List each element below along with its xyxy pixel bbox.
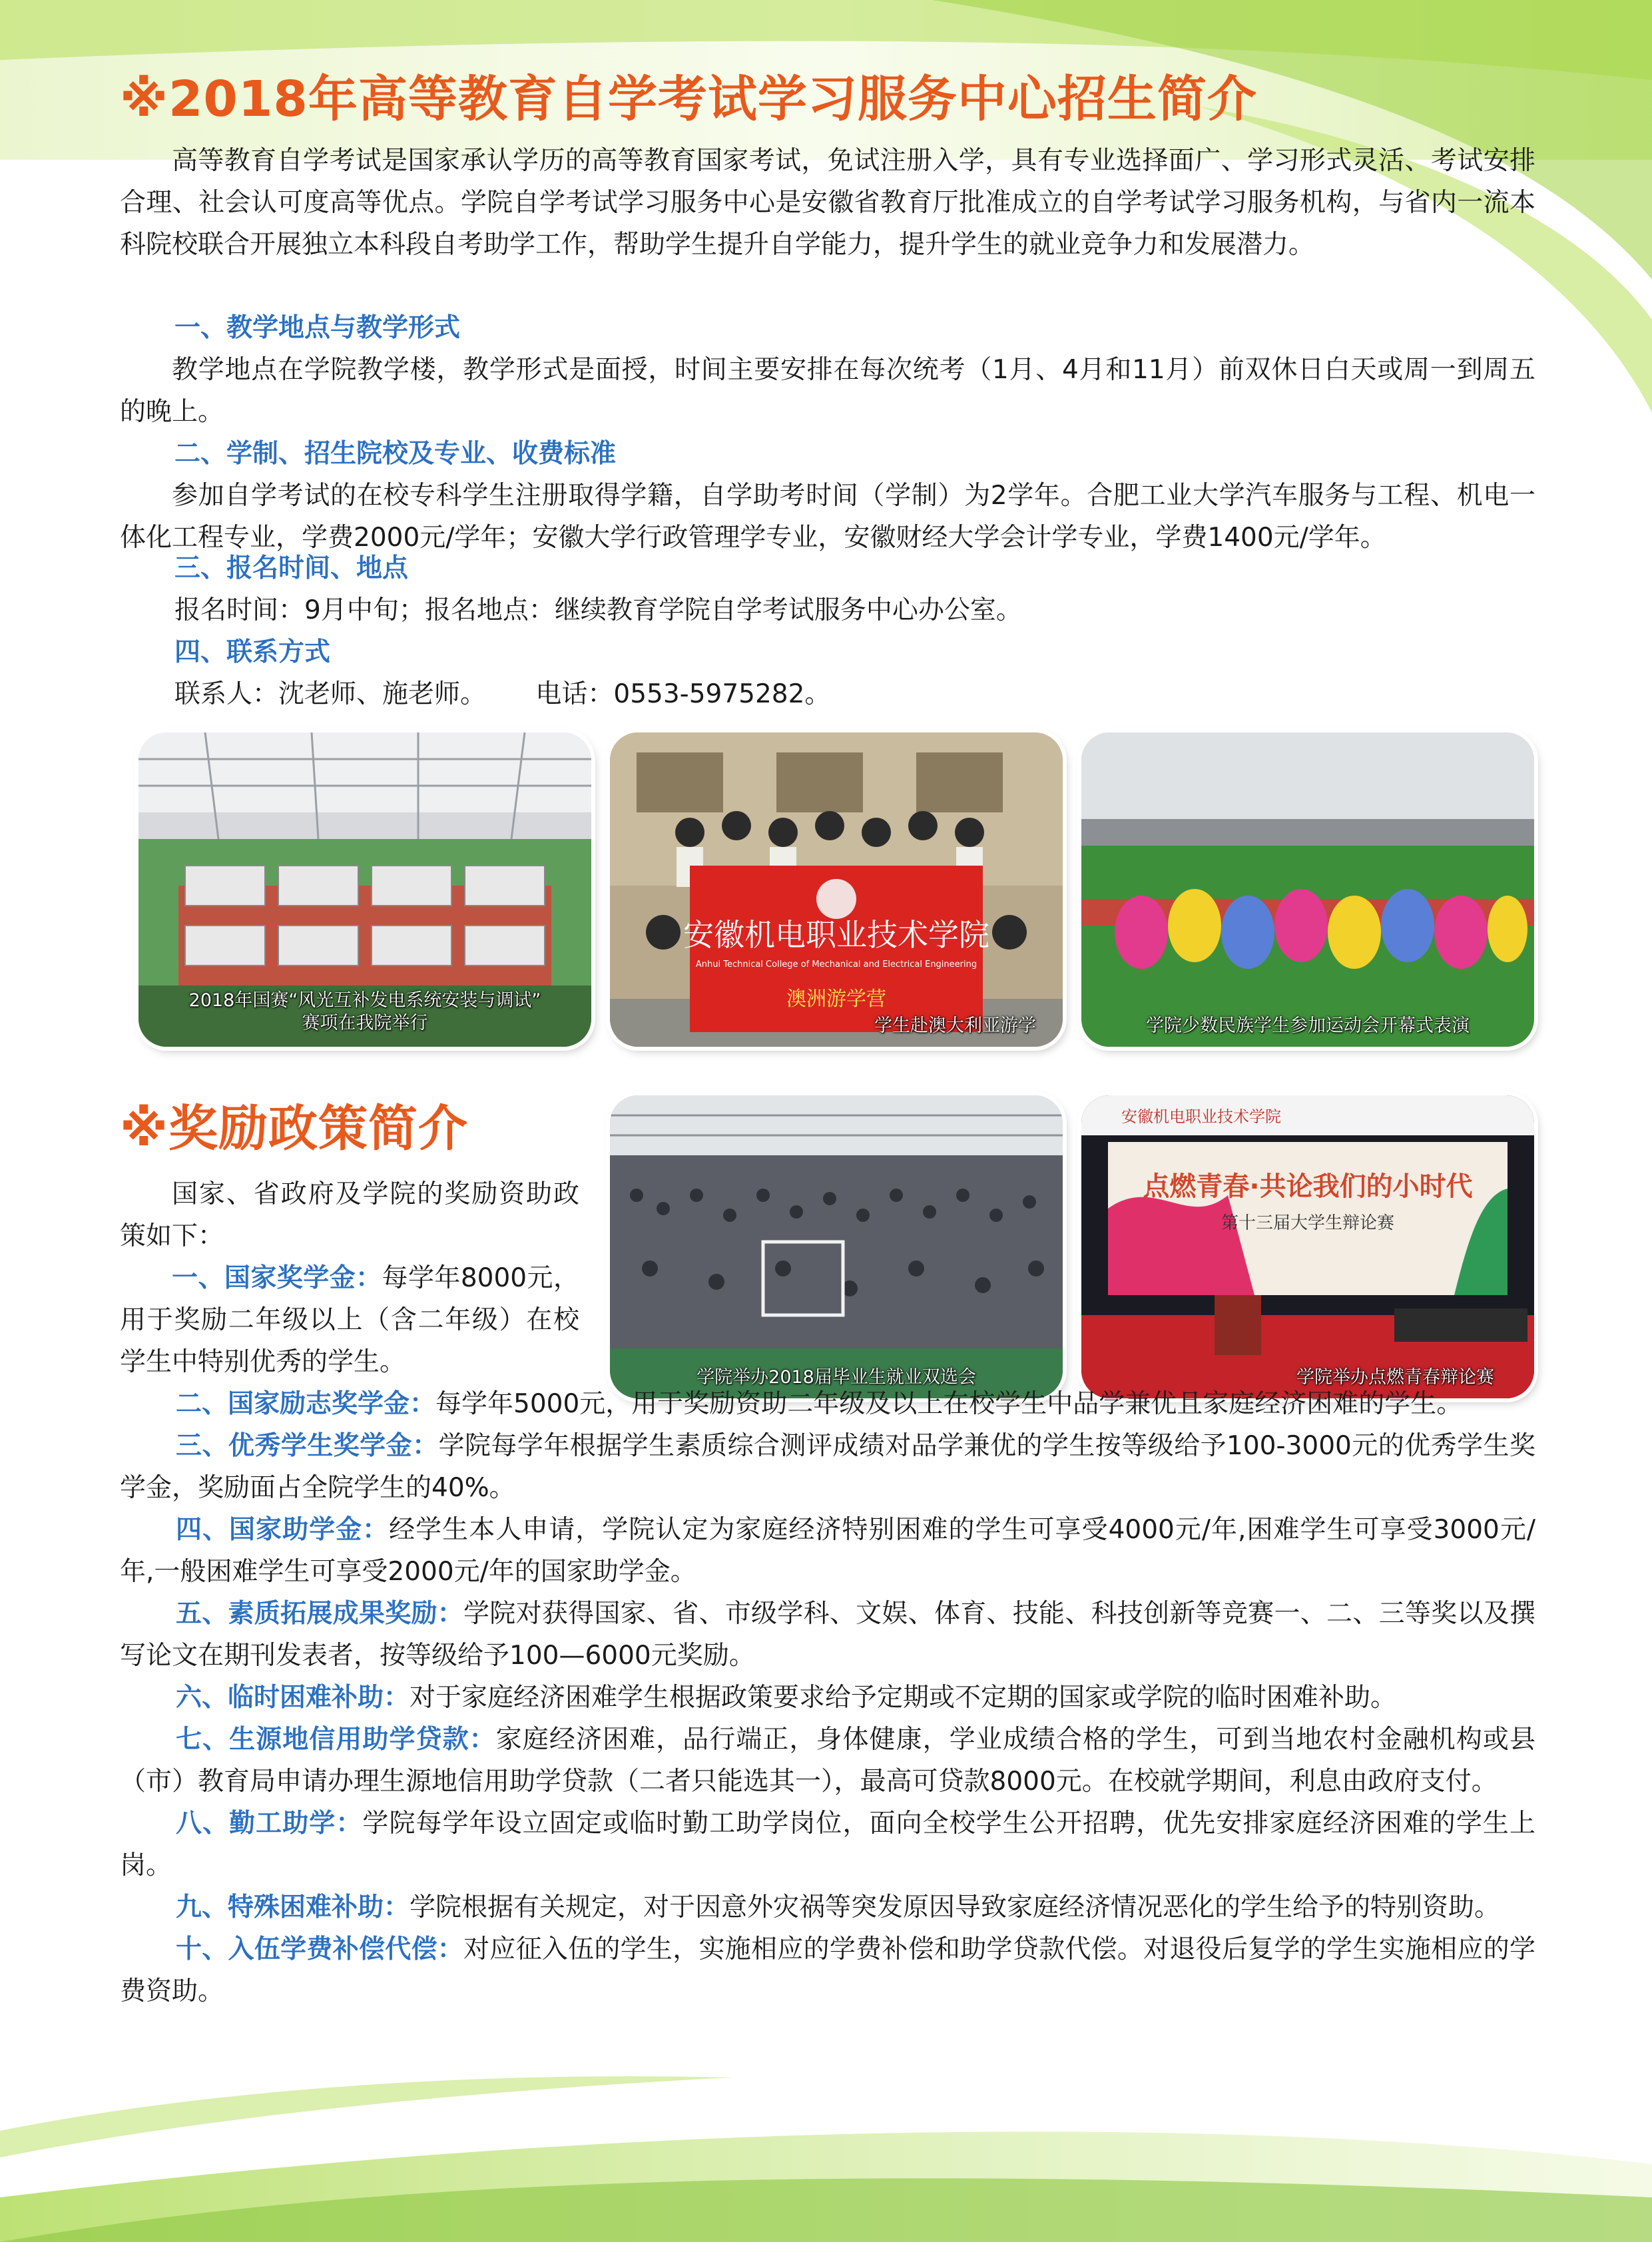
- award-item-9: [120, 1886, 1535, 1928]
- debate-header-text: 安徽机电职业技术学院: [1121, 1107, 1281, 1126]
- award-item-5: [120, 1593, 1535, 1677]
- award-item-8: [120, 1803, 1535, 1886]
- award-text: 对应征入伍的学生，实施相应的学费补偿和助学贷款代偿。对退役后复学的学生实施相应的学费资助。: [120, 1934, 1535, 2006]
- award-item-7: [120, 1719, 1535, 1803]
- award-label: 七、生源地信用助学贷款：: [176, 1725, 496, 1755]
- award-text: 每学年5000元，用于奖励资助二年级及以上在校学生中品学兼优且家庭经济困难的学生。: [435, 1389, 1463, 1419]
- text-teaching-location: 教学地点在学院教学楼，教学形式是面授，时间主要安排在每次统考（1月、4月和11月）前双休日白天或周一到周五的晚上。: [120, 355, 1535, 427]
- award-label: 九、特殊困难补助：: [176, 1892, 410, 1922]
- heading-contact: 四、联系方式: [174, 637, 331, 667]
- photo-competition-hall: [138, 732, 591, 1047]
- award-item-1: [120, 1257, 579, 1383]
- award-text: 学院对获得国家、省、市级学科、文娱、体育、技能、科技创新等竞赛一、二、三等奖以及撰写论文在期刊发表者，按等级给予100—6000元奖励。: [120, 1599, 1535, 1671]
- award-label: 八、勤工助学：: [176, 1809, 363, 1838]
- award-label: 十、入伍学费补偿代偿：: [176, 1934, 464, 1964]
- photo-caption: 学院举办2018届毕业生就业双选会: [696, 1367, 976, 1388]
- award-text: 学院每学年设立固定或临时勤工助学岗位，面向全校学生公开招聘，优先安排家庭经济困难的学生上岗。: [120, 1809, 1535, 1880]
- text-registration: 报名时间：9月中旬；报名地点：继续教育学院自学考试服务中心办公室。: [174, 595, 1022, 625]
- award-item-6: [120, 1677, 1535, 1719]
- award-text: 经学生本人申请，学院认定为家庭经济特别困难的学生可享受4000元/年,困难学生可享受3000元/年,一般困难学生可享受2000元/年的国家助学金。: [120, 1515, 1535, 1587]
- award-label: 六、临时困难补助：: [176, 1683, 410, 1713]
- photo-caption-line2: 赛项在我院举行: [302, 1013, 428, 1033]
- text-contact: 联系人：沈老师、施老师。 电话：0553-5975282。: [174, 679, 831, 709]
- award-text: 每学年8000元，用于奖励二年级以上（含二年级）在校学生中特别优秀的学生。: [120, 1263, 579, 1377]
- award-label: 五、素质拓展成果奖励：: [176, 1599, 464, 1629]
- debate-screen-subtext: 第十三届大学生辩论赛: [1221, 1213, 1395, 1233]
- award-label: 四、国家助学金：: [176, 1515, 390, 1545]
- award-item-4: [120, 1509, 1535, 1593]
- award-text: 对于家庭经济困难学生根据政策要求给予定期或不定期的国家或学院的临时困难补助。: [410, 1683, 1397, 1713]
- award-item-10: [120, 1928, 1535, 2012]
- award-item-3: [120, 1425, 1535, 1509]
- photo-dance-performance: [1081, 732, 1534, 1047]
- banner-bottom-text: 澳洲游学营: [786, 987, 886, 1011]
- photo-caption: 学生赴澳大利亚游学: [874, 1015, 1036, 1036]
- debate-screen-text: 点燃青春·共论我们的小时代: [1143, 1171, 1473, 1202]
- heading-registration: 三、报名时间、地点: [174, 553, 409, 583]
- photo-caption: 学院少数民族学生参加运动会开幕式表演: [1146, 1015, 1470, 1036]
- photo-job-fair: [610, 1095, 1063, 1398]
- heading-teaching-location: 一、教学地点与教学形式: [174, 313, 461, 343]
- award-label: 二、国家励志奖学金：: [176, 1389, 436, 1419]
- photo-study-abroad: [610, 732, 1063, 1047]
- awards-intro: 国家、省政府及学院的奖励资助政策如下：: [120, 1179, 579, 1251]
- heading-fees: 二、学制、招生院校及专业、收费标准: [174, 439, 617, 469]
- awards-list: [120, 1383, 1535, 2012]
- photo-caption-line1: 2018年国赛“风光互补发电系统安装与调试”: [188, 990, 541, 1011]
- award-text: 学院根据有关规定，对于因意外灾祸等突发原因导致家庭经济情况恶化的学生给予的特别资助。: [410, 1892, 1501, 1922]
- intro-paragraph: 高等教育自学考试是国家承认学历的高等教育国家考试，免试注册入学，具有专业选择面广、学习形式灵活、考试安排合理、社会认可度高等优点。学院自学考试学习服务中心是安徽省教育厅批准成立的自学考试学习服务机构，与省内一流本科院校联合开展独立本科段自考助学工作，帮助学生提升自学能力，提升学生的就业竞争力和发展潜力。: [120, 146, 1535, 260]
- award-text: 学院每学年根据学生素质综合测评成绩对品学兼优的学生按等级给予100-3000元的优秀学生奖学金，奖励面占全院学生的40%。: [120, 1431, 1535, 1503]
- section-title-enrollment: ※2018年高等教育自学考试学习服务中心招生简介: [120, 71, 1257, 128]
- award-text: 家庭经济困难，品行端正，身体健康，学业成绩合格的学生，可到当地农村金融机构或县（市）教育局申请办理生源地信用助学贷款（二者只能选其一），最高可贷款8000元。在校就学期间，利息由政府支付。: [120, 1725, 1535, 1797]
- award-label: 三、优秀学生奖学金：: [176, 1431, 439, 1461]
- award-label: 一、国家奖学金：: [172, 1263, 382, 1293]
- banner-text: 安徽机电职业技术学院: [683, 917, 989, 953]
- banner-subtext: Anhui Technical College of Mechanical and Electrical Engineering: [695, 960, 977, 970]
- section-title-awards: ※奖励政策简介: [120, 1100, 468, 1157]
- photo-caption: 学院举办点燃青春辩论赛: [1296, 1367, 1494, 1388]
- award-item-2: [120, 1383, 1535, 1425]
- photo-debate: [1081, 1095, 1534, 1398]
- text-fees: 参加自学考试的在校专科学生注册取得学籍，自学助考时间（学制）为2学年。合肥工业大学汽车服务与工程、机电一体化工程专业，学费2000元/学年；安徽大学行政管理学专业，安徽财经大学会计学专业，学费1400元/学年。: [120, 481, 1535, 553]
